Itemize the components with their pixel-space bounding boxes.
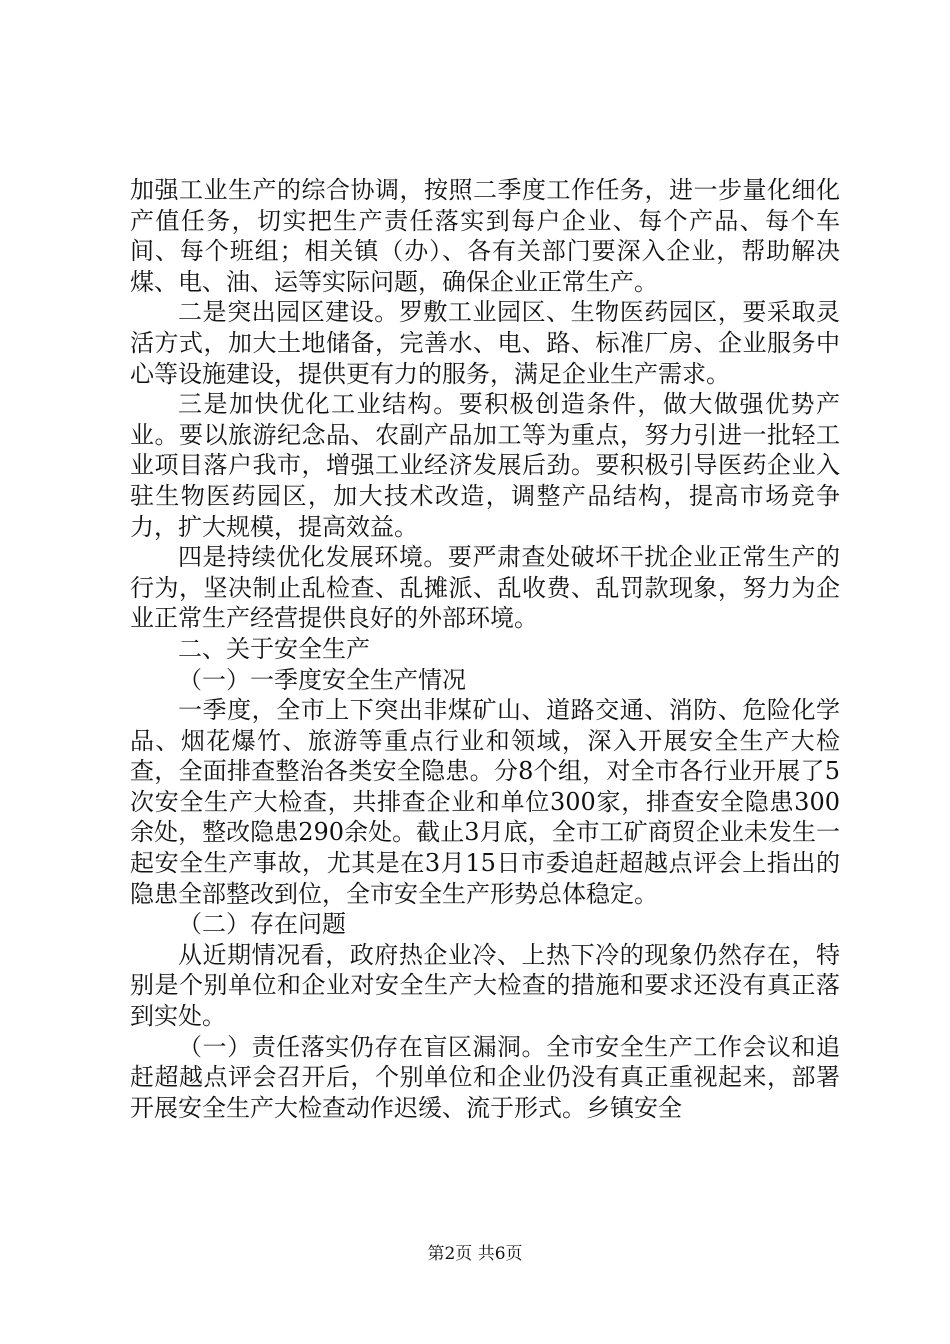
paragraph: 二是突出园区建设。罗敷工业园区、生物医药园区，要采取灵活方式，加大土地储备，完善水、电、路、标准厂房、企业服务中心等设施建设，提供更有力的服务，满足企业生产需求。: [130, 298, 840, 388]
document-body: [130, 175, 840, 1123]
paragraph: 四是持续优化发展环境。要严肃查处破坏干扰企业正常生产的行为，坚决制止乱检查、乱摊派、乱收费、乱罚款现象，努力为企业正常生产经营提供良好的外部环境。: [130, 543, 840, 633]
paragraph: 一季度，全市上下突出非煤矿山、道路交通、消防、危险化学品、烟花爆竹、旅游等重点行业和领域，深入开展安全生产大检查，全面排查整治各类安全隐患。分8个组，对全市各行业开展了5次安全生产大检查，共排查企业和单位300家，排查安全隐患300余处，整改隐患290余处。截止3月底，全市工矿商贸企业未发生一起安全生产事故，尤其是在3月15日市委追赶超越点评会上指出的隐患全部整改到位，全市安全生产形势总体稳定。: [130, 696, 840, 908]
page-footer: 第2页 共6页: [427, 1244, 523, 1264]
subsection-heading: （一）一季度安全生产情况: [178, 665, 466, 694]
subsection-heading: （二）存在问题: [178, 910, 346, 939]
paragraph: （一）责任落实仍存在盲区漏洞。全市安全生产工作会议和追赶超越点评会召开后，个别单位和企业仍没有真正重视起来，部署开展安全生产大检查动作迟缓、流于形式。乡镇安全: [130, 1032, 840, 1122]
section-heading: 二、关于安全生产: [178, 634, 370, 663]
paragraph: 从近期情况看，政府热企业冷、上热下冷的现象仍然存在，特别是个别单位和企业对安全生产大检查的措施和要求还没有真正落到实处。: [130, 940, 840, 1031]
paragraph: 三是加快优化工业结构。要积极创造条件，做大做强优势产业。要以旅游纪念品、农副产品加工等为重点，努力引进一批轻工业项目落户我市，增强工业经济发展后劲。要积极引导医药企业入驻生物医药园区，加大技术改造，调整产品结构，提高市场竞争力，扩大规模，提高效益。: [130, 390, 840, 541]
paragraph: 加强工业生产的综合协调，按照二季度工作任务，进一步量化细化产值任务，切实把生产责任落实到每户企业、每个产品、每个车间、每个班组；相关镇（办）、各有关部门要深入企业，帮助解决煤、电、油、运等实际问题，确保企业正常生产。: [130, 176, 840, 296]
